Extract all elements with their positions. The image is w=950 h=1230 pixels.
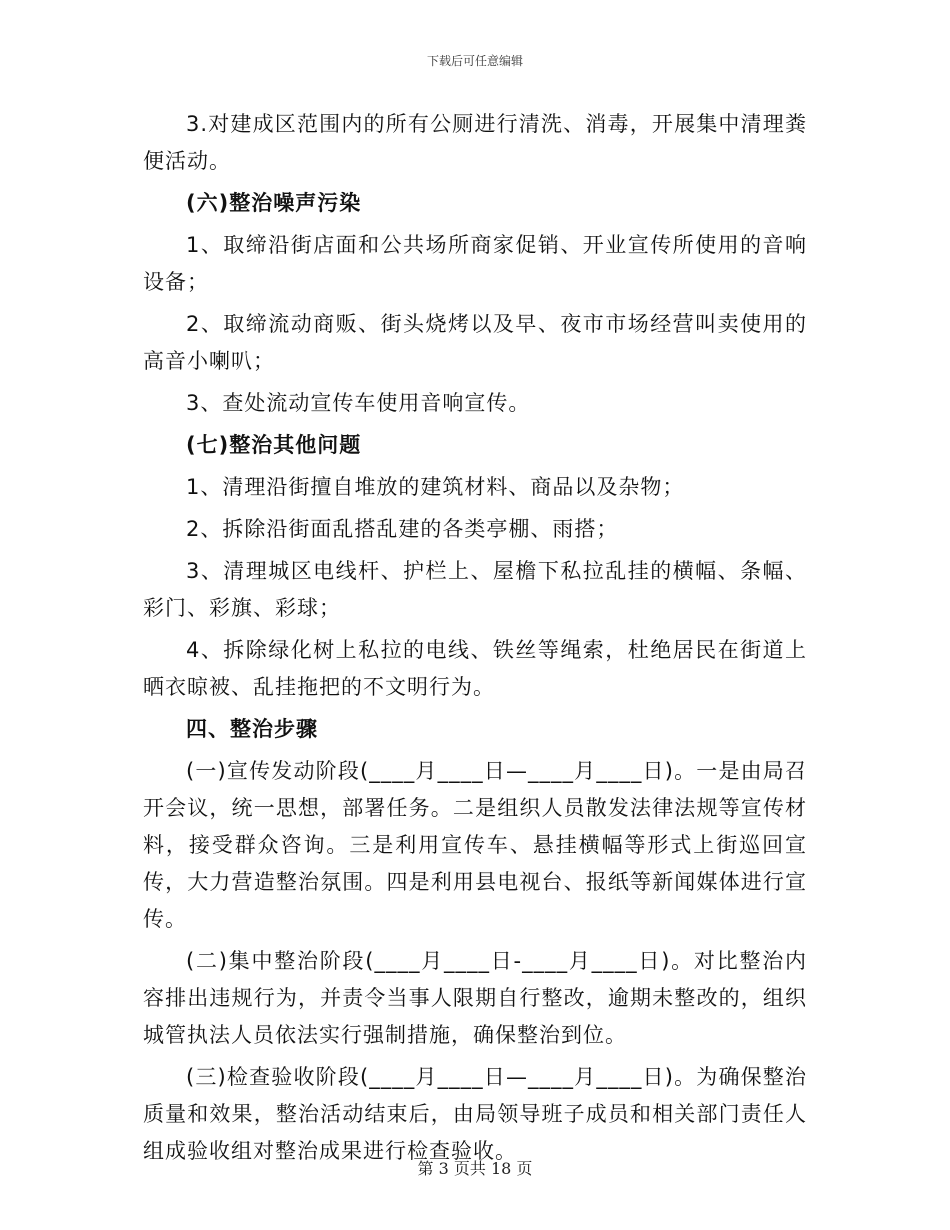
page-footer: 第 3 页共 18 页 xyxy=(417,1159,533,1178)
section-heading: (六)整治噪声污染 xyxy=(186,191,362,215)
page-header: 下载后可任意编辑 xyxy=(426,54,523,68)
paragraph: 2、取缔流动商贩、街头烧烤以及早、夜市市场经营叫卖使用的高音小喇叭； xyxy=(143,312,807,373)
paragraph: (一)宣传发动阶段(____月____日—____月____日)。一是由局召开会议，统一思想，部署任务。二是组织人员散发法律法规等宣传材料，接受群众咨询。三是利用宣传车、悬挂横幅等形式上街巡回宣传，大力营造整治氛围。四是利用县电视台、报纸等新闻媒体进行宣传。 xyxy=(143,759,807,931)
paragraph: 3、清理城区电线杆、护栏上、屋檐下私拉乱挂的横幅、条幅、彩门、彩旗、彩球； xyxy=(143,559,807,620)
paragraph: 1、清理沿街擅自堆放的建筑材料、商品以及杂物； xyxy=(186,475,685,499)
paragraph: 3、查处流动宣传车使用音响宣传。 xyxy=(186,391,531,415)
paragraph: (二)集中整治阶段(____月____日-____月____日)。对比整治内容排出违规行为，并责令当事人限期自行整改，逾期未整改的，组织城管执法人员依法实行强制措施，确保整治到位。 xyxy=(143,949,807,1047)
document-body xyxy=(143,106,807,1170)
paragraph: 3.对建成区范围内的所有公厕进行清洗、消毒，开展集中清理粪便活动。 xyxy=(143,112,807,173)
paragraph: 2、拆除沿街面乱搭乱建的各类亭棚、雨搭； xyxy=(186,517,619,541)
paragraph: (三)检查验收阶段(____月____日—____月____日)。为确保整治质量和效果，整治活动结束后，由局领导班子成员和相关部门责任人组成验收组对整治成果进行检查验收。 xyxy=(143,1065,807,1163)
paragraph: 1、取缔沿街店面和公共场所商家促销、开业宣传所使用的音响设备； xyxy=(143,233,807,294)
section-heading: (七)整治其他问题 xyxy=(186,433,362,457)
paragraph: 4、拆除绿化树上私拉的电线、铁丝等绳索，杜绝居民在街道上晒衣晾被、乱挂拖把的不文明行为。 xyxy=(143,638,807,699)
section-heading: 四、整治步骤 xyxy=(186,717,318,741)
